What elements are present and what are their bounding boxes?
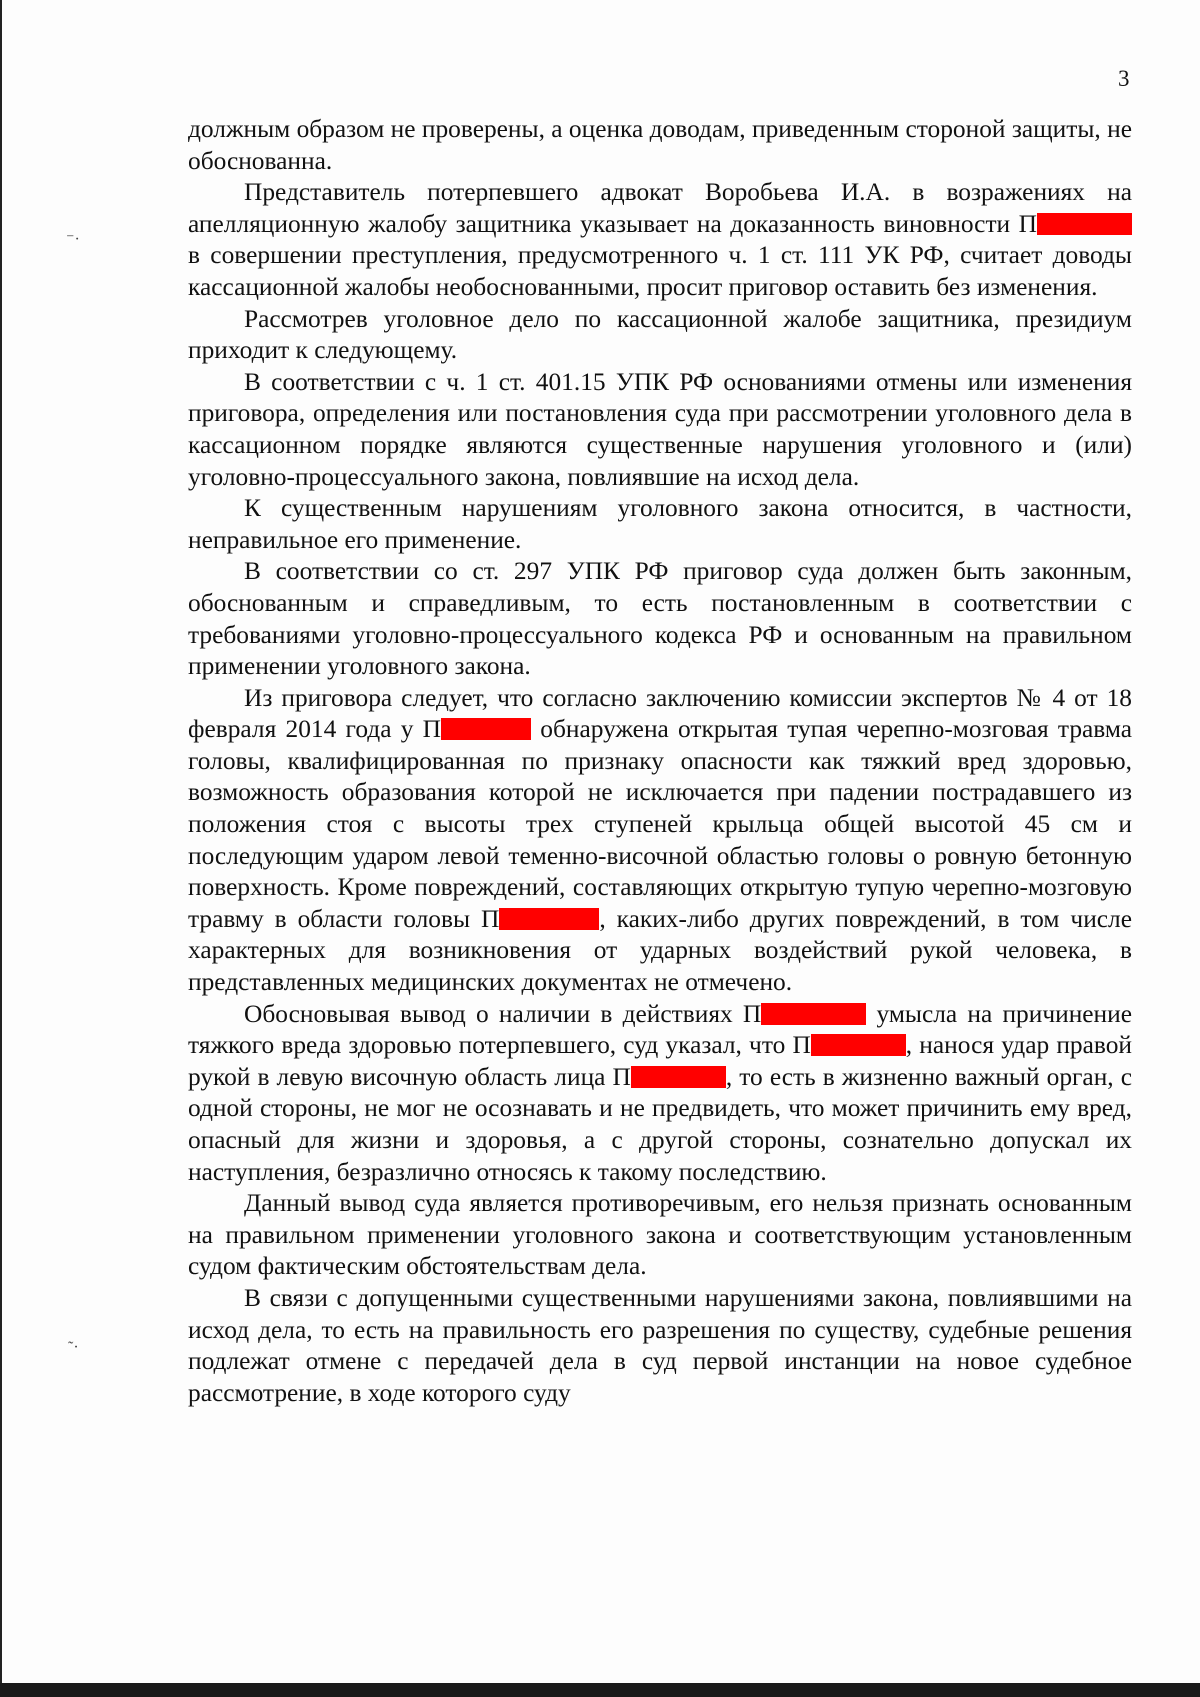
text-segment: , то есть в жизненно важный орган, с одной стороны, не мог не осознавать и не предвидеть, что может причинить ему вред, опасный для жизни и здоровья, а с другой стороны, сознательно допускал их наступления, безразлично относясь к такому последствию. bbox=[188, 1062, 1132, 1186]
text-segment: Данный вывод суда является противоречивым, его нельзя признать основанным на правильном применении уголовного закона и соответствующим установленным судом фактическим обстоятельствам дела. bbox=[188, 1189, 1132, 1281]
paragraph bbox=[188, 683, 1132, 999]
text-segment: Из приговора следует, что согласно заключению комиссии экспертов № 4 от 18 февраля 2014 года у П bbox=[188, 683, 1132, 744]
paragraph bbox=[188, 177, 1132, 303]
text-segment: Представитель потерпевшего адвокат Воробьева И.А. в возражениях на апелляционную жалобу защитника указывает на доказанность виновности П bbox=[188, 178, 1132, 238]
text-segment: Обосновывая вывод о наличии в действиях П bbox=[244, 999, 762, 1028]
redaction-box bbox=[811, 1034, 906, 1056]
text-segment: в совершении преступления, предусмотренного ч. 1 ст. 111 УК РФ, считает доводы кассационной жалобы необоснованными, просит приговор оставить без изменения. bbox=[188, 241, 1132, 301]
scan-left-edge bbox=[0, 0, 2, 1697]
text-segment: обнаружена открытая тупая черепно-мозговая травма головы, квалифицированная по признаку опасности как тяжкий вред здоровью, возможность образования которой не исключается при падении пострадавшего из положения стоя с высоты трех ступеней крыльца общей высотой 45 см и последующим ударом левой теменно-височной областью головы о ровную бетонную поверхность. Кроме повреждений, составляющих открытую тупую черепно-мозговую травму в области головы П bbox=[188, 715, 1132, 933]
text-segment: , каких-либо других повреждений, в том числе характерных для возникновения от ударных воздействий рукой человека, в представленных медицинских документах не отмечено. bbox=[188, 904, 1132, 997]
redaction-box bbox=[761, 1003, 866, 1025]
paragraph bbox=[188, 493, 1132, 556]
text-segment: В соответствии со ст. 297 УПК РФ приговор суда должен быть законным, обоснованным и справедливым, то есть постановленным в соответствии с требованиями уголовно-процессуального кодекса РФ и основанным на правильном применении уголовного закона. bbox=[188, 557, 1132, 681]
redaction-box bbox=[631, 1066, 726, 1088]
text-segment: В связи с допущенными существенными нарушениями закона, повлиявшими на исход дела, то есть на правильность его разрешения по существу, судебные решения подлежат отмене с передачей дела в суд первой инстанции на новое судебное рассмотрение, в ходе которого суду bbox=[188, 1283, 1132, 1407]
paragraph bbox=[188, 556, 1132, 682]
scan-speck-mark: ⁻· bbox=[66, 231, 80, 248]
redaction-box bbox=[499, 908, 599, 930]
paragraph bbox=[188, 367, 1132, 493]
redaction-box bbox=[441, 718, 531, 740]
text-segment: должным образом не проверены, а оценка доводам, приведенным стороной защиты, не обоснованна. bbox=[188, 115, 1132, 175]
page-number: 3 bbox=[1118, 66, 1130, 91]
text-segment: Рассмотрев уголовное дело по кассационной жалобе защитника, президиум приходит к следующему. bbox=[188, 304, 1132, 365]
paragraph bbox=[188, 999, 1132, 1189]
paragraph bbox=[188, 304, 1132, 367]
redaction-box bbox=[1037, 213, 1132, 235]
paragraph bbox=[188, 114, 1132, 177]
text-segment: , нанося удар правой рукой в левую височную область лица П bbox=[188, 1031, 1132, 1091]
paragraph bbox=[188, 1283, 1132, 1409]
text-segment: умысла на причинение тяжкого вреда здоровью потерпевшего, суд указал, что П bbox=[188, 999, 1132, 1060]
text-segment: В соответствии с ч. 1 ст. 401.15 УПК РФ основаниями отмены или изменения приговора, определения или постановления суда при рассмотрении уголовного дела в кассационном порядке являются существенные нарушения уголовного и (или) уголовно-процессуального закона, повлиявшие на исход дела. bbox=[188, 367, 1132, 491]
document-body bbox=[188, 114, 1132, 1409]
text-segment: К существенным нарушениям уголовного закона относится, в частности, неправильное его применение. bbox=[188, 494, 1132, 554]
scan-speck-mark: ˜· bbox=[68, 1339, 79, 1356]
scan-bottom-edge bbox=[0, 1683, 1200, 1697]
paragraph bbox=[188, 1188, 1132, 1283]
